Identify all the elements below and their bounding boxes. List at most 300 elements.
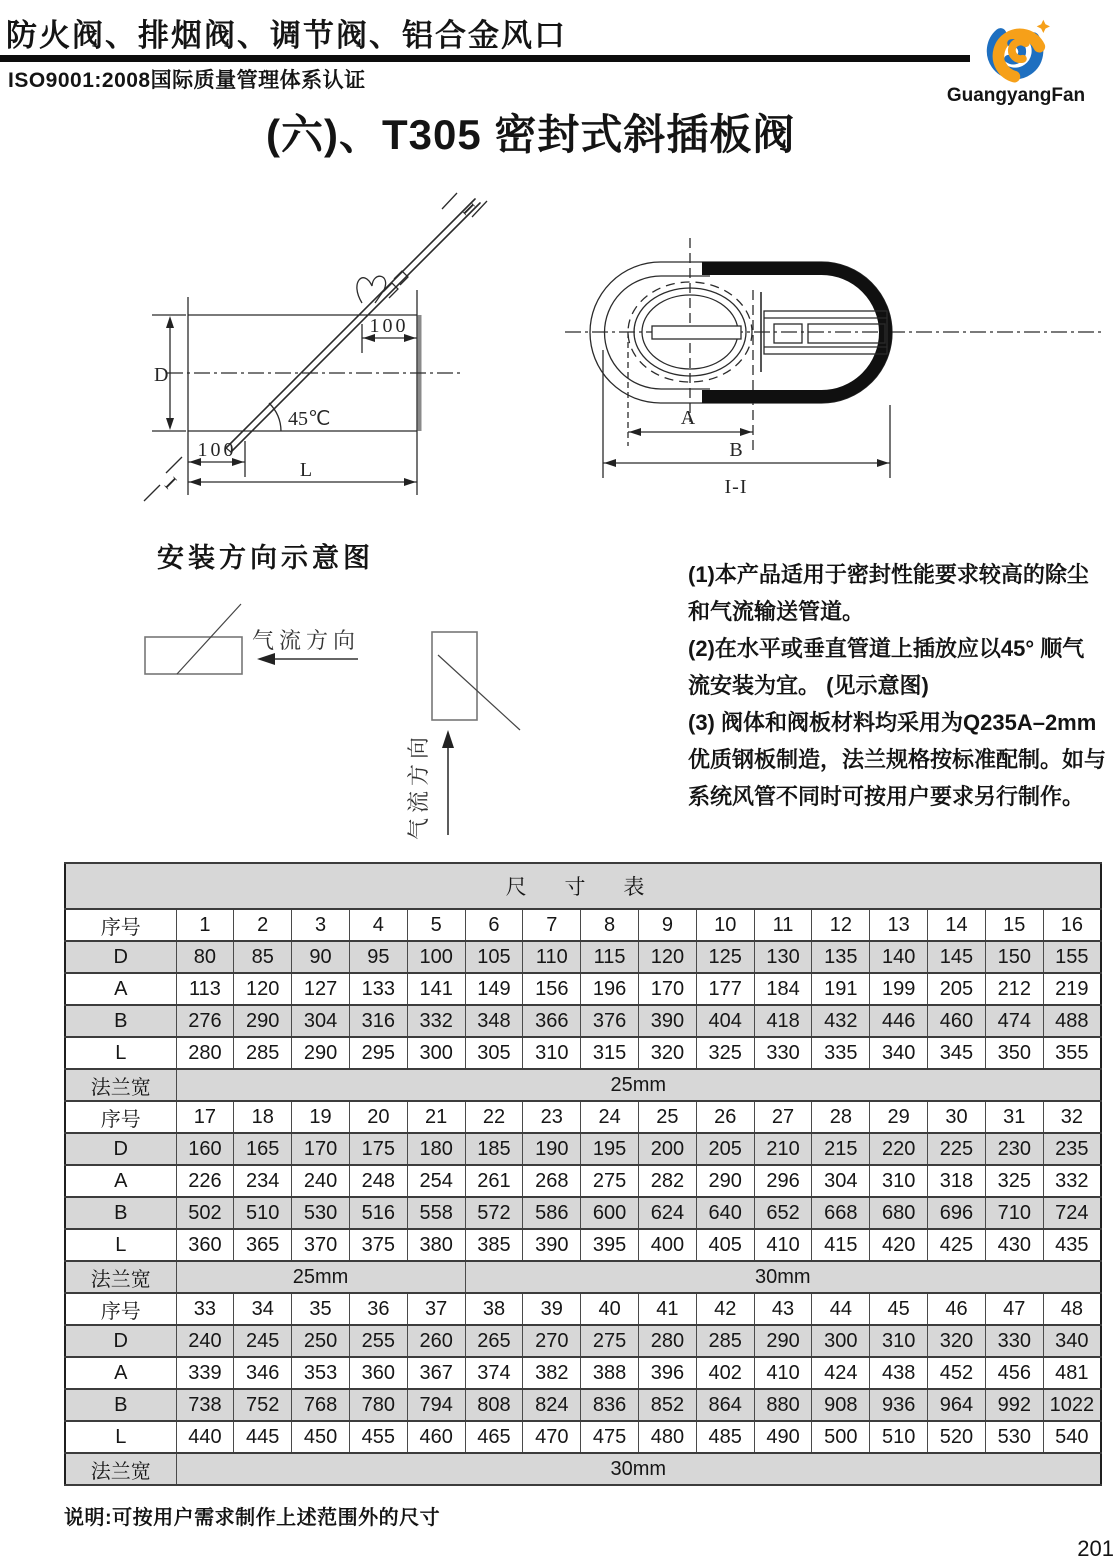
note-line: 系统风管不同时可按用户要求另行制作。 xyxy=(688,784,1085,809)
value-cell: 17 xyxy=(176,1101,234,1133)
value-cell: 335 xyxy=(812,1037,870,1069)
label-100-bottom: 100 xyxy=(197,439,237,461)
value-cell: 600 xyxy=(581,1197,639,1229)
plate-horizontal-duct xyxy=(177,604,241,674)
value-cell: 11 xyxy=(754,909,812,941)
company-logo-text: GuangyangFan xyxy=(946,85,1086,106)
value-cell: 652 xyxy=(754,1197,812,1229)
value-cell: 254 xyxy=(407,1165,465,1197)
label-100-top: 100 xyxy=(369,315,409,337)
value-cell: 90 xyxy=(292,941,350,973)
value-cell: 120 xyxy=(234,973,292,1005)
value-cell: 20 xyxy=(349,1101,407,1133)
value-cell: 724 xyxy=(1043,1197,1101,1229)
value-cell: 530 xyxy=(985,1421,1043,1453)
value-cell: 852 xyxy=(639,1389,697,1421)
value-cell: 355 xyxy=(1043,1037,1101,1069)
value-cell: 374 xyxy=(465,1357,523,1389)
value-cell: 794 xyxy=(407,1389,465,1421)
value-cell: 145 xyxy=(928,941,986,973)
value-cell: 340 xyxy=(870,1037,928,1069)
value-cell: 160 xyxy=(176,1133,234,1165)
value-cell: 39 xyxy=(523,1293,581,1325)
row-label-L: L xyxy=(65,1037,176,1069)
iso-certification-text: ISO9001:2008国际质量管理体系认证 xyxy=(8,69,366,92)
value-cell: 285 xyxy=(696,1325,754,1357)
value-cell: 908 xyxy=(812,1389,870,1421)
value-cell: 290 xyxy=(754,1325,812,1357)
value-cell: 300 xyxy=(812,1325,870,1357)
value-cell: 388 xyxy=(581,1357,639,1389)
row-label-flange: 法兰宽 xyxy=(65,1069,176,1101)
page-title: (六)、T305 密封式斜插板阀 xyxy=(266,111,796,158)
value-cell: 300 xyxy=(407,1037,465,1069)
value-cell: 155 xyxy=(1043,941,1101,973)
value-cell: 33 xyxy=(176,1293,234,1325)
value-cell: 27 xyxy=(754,1101,812,1133)
value-cell: 348 xyxy=(465,1005,523,1037)
flow-label-horizontal: 气流方向 xyxy=(251,628,361,653)
value-cell: 367 xyxy=(407,1357,465,1389)
value-cell: 410 xyxy=(754,1229,812,1261)
value-cell: 260 xyxy=(407,1325,465,1357)
value-cell: 490 xyxy=(754,1421,812,1453)
value-cell: 184 xyxy=(754,973,812,1005)
value-cell: 836 xyxy=(581,1389,639,1421)
value-cell: 6 xyxy=(465,909,523,941)
value-cell: 156 xyxy=(523,973,581,1005)
value-cell: 390 xyxy=(523,1229,581,1261)
value-cell: 37 xyxy=(407,1293,465,1325)
value-cell: 780 xyxy=(349,1389,407,1421)
plate-vertical-duct xyxy=(438,655,520,730)
value-cell: 41 xyxy=(639,1293,697,1325)
value-cell: 180 xyxy=(407,1133,465,1165)
value-cell: 141 xyxy=(407,973,465,1005)
value-cell: 43 xyxy=(754,1293,812,1325)
value-cell: 185 xyxy=(465,1133,523,1165)
value-cell: 510 xyxy=(870,1421,928,1453)
insert-plate-line-2 xyxy=(231,203,480,452)
value-cell: 1022 xyxy=(1043,1389,1101,1421)
value-cell: 500 xyxy=(812,1421,870,1453)
product-line-title: 防火阀、排烟阀、调节阀、铝合金风口 xyxy=(6,18,567,53)
value-cell: 95 xyxy=(349,941,407,973)
value-cell: 488 xyxy=(1043,1005,1101,1037)
value-cell: 936 xyxy=(870,1389,928,1421)
note-line: 优质钢板制造，法兰规格按标准配制。如与 xyxy=(688,747,1107,772)
row-label-D: D xyxy=(65,1325,176,1357)
label-section-ii: I-I xyxy=(724,476,748,498)
value-cell: 390 xyxy=(639,1005,697,1037)
value-cell: 370 xyxy=(292,1229,350,1261)
value-cell: 12 xyxy=(812,909,870,941)
value-cell: 285 xyxy=(234,1037,292,1069)
row-label-index: 序号 xyxy=(65,1101,176,1133)
value-cell: 400 xyxy=(639,1229,697,1261)
label-angle: 45℃ xyxy=(288,408,331,430)
value-cell: 219 xyxy=(1043,973,1101,1005)
value-cell: 280 xyxy=(176,1037,234,1069)
value-cell: 14 xyxy=(928,909,986,941)
value-cell: 415 xyxy=(812,1229,870,1261)
value-cell: 226 xyxy=(176,1165,234,1197)
value-cell: 34 xyxy=(234,1293,292,1325)
value-cell: 80 xyxy=(176,941,234,973)
value-cell: 205 xyxy=(696,1133,754,1165)
value-cell: 100 xyxy=(407,941,465,973)
value-cell: 425 xyxy=(928,1229,986,1261)
value-cell: 320 xyxy=(639,1037,697,1069)
value-cell: 365 xyxy=(234,1229,292,1261)
value-cell: 275 xyxy=(581,1325,639,1357)
handle-grip-small xyxy=(774,324,802,343)
value-cell: 460 xyxy=(407,1421,465,1453)
row-label-B: B xyxy=(65,1389,176,1421)
value-cell: 270 xyxy=(523,1325,581,1357)
value-cell: 395 xyxy=(581,1229,639,1261)
dimension-table xyxy=(64,862,1102,1486)
value-cell: 520 xyxy=(928,1421,986,1453)
value-cell: 315 xyxy=(581,1037,639,1069)
value-cell: 1 xyxy=(176,909,234,941)
value-cell: 290 xyxy=(234,1005,292,1037)
value-cell: 130 xyxy=(754,941,812,973)
note-line: (2)在水平或垂直管道上插放应以45° 顺气 xyxy=(688,636,1085,661)
value-cell: 8 xyxy=(581,909,639,941)
value-cell: 332 xyxy=(1043,1165,1101,1197)
value-cell: 21 xyxy=(407,1101,465,1133)
value-cell: 480 xyxy=(639,1421,697,1453)
value-cell: 452 xyxy=(928,1357,986,1389)
value-cell: 42 xyxy=(696,1293,754,1325)
note-line: 和气流输送管道。 xyxy=(688,599,865,624)
value-cell: 40 xyxy=(581,1293,639,1325)
value-cell: 240 xyxy=(176,1325,234,1357)
value-cell: 24 xyxy=(581,1101,639,1133)
value-cell: 115 xyxy=(581,941,639,973)
value-cell: 382 xyxy=(523,1357,581,1389)
page-number: 201 xyxy=(1077,1536,1114,1561)
row-label-index: 序号 xyxy=(65,909,176,941)
note-line: (3) 阀体和阀板材料均采用为Q235A–2mm xyxy=(688,710,1097,735)
value-cell: 470 xyxy=(523,1421,581,1453)
value-cell: 36 xyxy=(349,1293,407,1325)
row-label-D: D xyxy=(65,941,176,973)
install-heading: 安装方向示意图 xyxy=(157,543,374,573)
value-cell: 710 xyxy=(985,1197,1043,1229)
value-cell: 540 xyxy=(1043,1421,1101,1453)
row-label-L: L xyxy=(65,1421,176,1453)
value-cell: 304 xyxy=(812,1165,870,1197)
install-diagram xyxy=(120,592,680,867)
value-cell: 46 xyxy=(928,1293,986,1325)
value-cell: 304 xyxy=(292,1005,350,1037)
value-cell: 586 xyxy=(523,1197,581,1229)
note-line: 流安装为宜。 (见示意图) xyxy=(688,673,929,698)
value-cell: 212 xyxy=(985,973,1043,1005)
value-cell: 26 xyxy=(696,1101,754,1133)
value-cell: 125 xyxy=(696,941,754,973)
value-cell: 127 xyxy=(292,973,350,1005)
value-cell: 9 xyxy=(639,909,697,941)
row-label-A: A xyxy=(65,1357,176,1389)
value-cell: 30 xyxy=(928,1101,986,1133)
value-cell: 3 xyxy=(292,909,350,941)
value-cell: 440 xyxy=(176,1421,234,1453)
value-cell: 474 xyxy=(985,1005,1043,1037)
value-cell: 350 xyxy=(985,1037,1043,1069)
value-cell: 18 xyxy=(234,1101,292,1133)
value-cell: 25 xyxy=(639,1101,697,1133)
value-cell: 330 xyxy=(754,1037,812,1069)
value-cell: 438 xyxy=(870,1357,928,1389)
label-b: B xyxy=(729,439,743,461)
value-cell: 170 xyxy=(292,1133,350,1165)
value-cell: 29 xyxy=(870,1101,928,1133)
note-line: (1)本产品适用于密封性能要求较高的除尘 xyxy=(688,562,1089,587)
value-cell: 45 xyxy=(870,1293,928,1325)
value-cell: 44 xyxy=(812,1293,870,1325)
row-label-index: 序号 xyxy=(65,1293,176,1325)
section-view-drawing xyxy=(560,200,1116,510)
flow-arrow-h-head xyxy=(257,653,275,665)
wing-nut-handle xyxy=(357,276,386,303)
value-cell: 880 xyxy=(754,1389,812,1421)
value-cell: 385 xyxy=(465,1229,523,1261)
row-label-L: L xyxy=(65,1229,176,1261)
value-cell: 4 xyxy=(349,909,407,941)
value-cell: 7 xyxy=(523,909,581,941)
value-cell: 261 xyxy=(465,1165,523,1197)
value-cell: 345 xyxy=(928,1037,986,1069)
value-cell: 23 xyxy=(523,1101,581,1133)
value-cell: 475 xyxy=(581,1421,639,1453)
row-label-B: B xyxy=(65,1197,176,1229)
value-cell: 310 xyxy=(870,1325,928,1357)
table-title: 尺 寸 表 xyxy=(65,863,1101,909)
value-cell: 10 xyxy=(696,909,754,941)
value-cell: 245 xyxy=(234,1325,292,1357)
label-d: D xyxy=(154,364,169,386)
value-cell: 110 xyxy=(523,941,581,973)
value-cell: 15 xyxy=(985,909,1043,941)
value-cell: 230 xyxy=(985,1133,1043,1165)
value-cell: 316 xyxy=(349,1005,407,1037)
value-cell: 572 xyxy=(465,1197,523,1229)
value-cell: 305 xyxy=(465,1037,523,1069)
value-cell: 199 xyxy=(870,973,928,1005)
value-cell: 346 xyxy=(234,1357,292,1389)
value-cell: 738 xyxy=(176,1389,234,1421)
value-cell: 418 xyxy=(754,1005,812,1037)
value-cell: 210 xyxy=(754,1133,812,1165)
value-cell: 280 xyxy=(639,1325,697,1357)
value-cell: 450 xyxy=(292,1421,350,1453)
value-cell: 435 xyxy=(1043,1229,1101,1261)
value-cell: 340 xyxy=(1043,1325,1101,1357)
value-cell: 420 xyxy=(870,1229,928,1261)
value-cell: 296 xyxy=(754,1165,812,1197)
value-cell: 175 xyxy=(349,1133,407,1165)
flange-value: 25mm xyxy=(176,1069,1101,1101)
table-footnote: 说明:可按用户需求制作上述范围外的尺寸 xyxy=(64,1507,441,1529)
value-cell: 255 xyxy=(349,1325,407,1357)
handle-grip-long xyxy=(808,324,885,343)
label-l: L xyxy=(299,459,313,481)
value-cell: 235 xyxy=(1043,1133,1101,1165)
value-cell: 113 xyxy=(176,973,234,1005)
flange-value: 30mm xyxy=(176,1453,1101,1485)
value-cell: 396 xyxy=(639,1357,697,1389)
value-cell: 864 xyxy=(696,1389,754,1421)
value-cell: 376 xyxy=(581,1005,639,1037)
value-cell: 640 xyxy=(696,1197,754,1229)
value-cell: 624 xyxy=(639,1197,697,1229)
value-cell: 430 xyxy=(985,1229,1043,1261)
value-cell: 13 xyxy=(870,909,928,941)
row-label-A: A xyxy=(65,1165,176,1197)
value-cell: 47 xyxy=(985,1293,1043,1325)
value-cell: 135 xyxy=(812,941,870,973)
label-section-top: I xyxy=(458,199,479,220)
value-cell: 205 xyxy=(928,973,986,1005)
row-label-flange: 法兰宽 xyxy=(65,1261,176,1293)
value-cell: 485 xyxy=(696,1421,754,1453)
insert-plate-line-1 xyxy=(226,199,475,448)
value-cell: 424 xyxy=(812,1357,870,1389)
value-cell: 502 xyxy=(176,1197,234,1229)
value-cell: 28 xyxy=(812,1101,870,1133)
flow-arrow-v-head xyxy=(442,730,454,748)
value-cell: 290 xyxy=(696,1165,754,1197)
value-cell: 808 xyxy=(465,1389,523,1421)
value-cell: 265 xyxy=(465,1325,523,1357)
value-cell: 992 xyxy=(985,1389,1043,1421)
value-cell: 824 xyxy=(523,1389,581,1421)
value-cell: 177 xyxy=(696,973,754,1005)
duct-vertical xyxy=(432,632,477,720)
value-cell: 768 xyxy=(292,1389,350,1421)
value-cell: 196 xyxy=(581,973,639,1005)
value-cell: 668 xyxy=(812,1197,870,1229)
value-cell: 5 xyxy=(407,909,465,941)
value-cell: 404 xyxy=(696,1005,754,1037)
value-cell: 455 xyxy=(349,1421,407,1453)
value-cell: 276 xyxy=(176,1005,234,1037)
value-cell: 38 xyxy=(465,1293,523,1325)
value-cell: 2 xyxy=(234,909,292,941)
flange-value: 30mm xyxy=(465,1261,1101,1293)
value-cell: 32 xyxy=(1043,1101,1101,1133)
value-cell: 191 xyxy=(812,973,870,1005)
value-cell: 22 xyxy=(465,1101,523,1133)
value-cell: 225 xyxy=(928,1133,986,1165)
row-label-flange: 法兰宽 xyxy=(65,1453,176,1485)
value-cell: 510 xyxy=(234,1197,292,1229)
value-cell: 325 xyxy=(696,1037,754,1069)
value-cell: 16 xyxy=(1043,909,1101,941)
value-cell: 120 xyxy=(639,941,697,973)
value-cell: 190 xyxy=(523,1133,581,1165)
value-cell: 366 xyxy=(523,1005,581,1037)
value-cell: 446 xyxy=(870,1005,928,1037)
value-cell: 165 xyxy=(234,1133,292,1165)
row-label-D: D xyxy=(65,1133,176,1165)
value-cell: 133 xyxy=(349,973,407,1005)
value-cell: 696 xyxy=(928,1197,986,1229)
value-cell: 332 xyxy=(407,1005,465,1037)
value-cell: 964 xyxy=(928,1389,986,1421)
value-cell: 234 xyxy=(234,1165,292,1197)
value-cell: 310 xyxy=(523,1037,581,1069)
value-cell: 516 xyxy=(349,1197,407,1229)
value-cell: 215 xyxy=(812,1133,870,1165)
plate-slot xyxy=(652,326,741,339)
value-cell: 375 xyxy=(349,1229,407,1261)
value-cell: 85 xyxy=(234,941,292,973)
side-view-drawing xyxy=(130,185,490,505)
value-cell: 380 xyxy=(407,1229,465,1261)
value-cell: 248 xyxy=(349,1165,407,1197)
product-notes xyxy=(688,556,1116,815)
value-cell: 195 xyxy=(581,1133,639,1165)
row-label-B: B xyxy=(65,1005,176,1037)
value-cell: 268 xyxy=(523,1165,581,1197)
value-cell: 295 xyxy=(349,1037,407,1069)
value-cell: 19 xyxy=(292,1101,350,1133)
value-cell: 481 xyxy=(1043,1357,1101,1389)
value-cell: 320 xyxy=(928,1325,986,1357)
value-cell: 48 xyxy=(1043,1293,1101,1325)
value-cell: 310 xyxy=(870,1165,928,1197)
value-cell: 31 xyxy=(985,1101,1043,1133)
flange-value: 25mm xyxy=(176,1261,465,1293)
value-cell: 752 xyxy=(234,1389,292,1421)
value-cell: 339 xyxy=(176,1357,234,1389)
value-cell: 410 xyxy=(754,1357,812,1389)
value-cell: 360 xyxy=(349,1357,407,1389)
value-cell: 250 xyxy=(292,1325,350,1357)
value-cell: 432 xyxy=(812,1005,870,1037)
value-cell: 405 xyxy=(696,1229,754,1261)
label-section-bottom: I xyxy=(160,473,181,494)
value-cell: 530 xyxy=(292,1197,350,1229)
value-cell: 275 xyxy=(581,1165,639,1197)
value-cell: 402 xyxy=(696,1357,754,1389)
value-cell: 680 xyxy=(870,1197,928,1229)
value-cell: 200 xyxy=(639,1133,697,1165)
header-divider xyxy=(0,55,970,62)
value-cell: 170 xyxy=(639,973,697,1005)
value-cell: 240 xyxy=(292,1165,350,1197)
value-cell: 318 xyxy=(928,1165,986,1197)
value-cell: 290 xyxy=(292,1037,350,1069)
dimension-table-wrap xyxy=(64,862,1102,1486)
label-a: A xyxy=(680,407,696,429)
value-cell: 35 xyxy=(292,1293,350,1325)
value-cell: 220 xyxy=(870,1133,928,1165)
value-cell: 445 xyxy=(234,1421,292,1453)
value-cell: 140 xyxy=(870,941,928,973)
value-cell: 282 xyxy=(639,1165,697,1197)
value-cell: 330 xyxy=(985,1325,1043,1357)
value-cell: 558 xyxy=(407,1197,465,1229)
value-cell: 105 xyxy=(465,941,523,973)
value-cell: 325 xyxy=(985,1165,1043,1197)
value-cell: 150 xyxy=(985,941,1043,973)
flow-label-vertical: 气流方向 xyxy=(406,731,431,840)
